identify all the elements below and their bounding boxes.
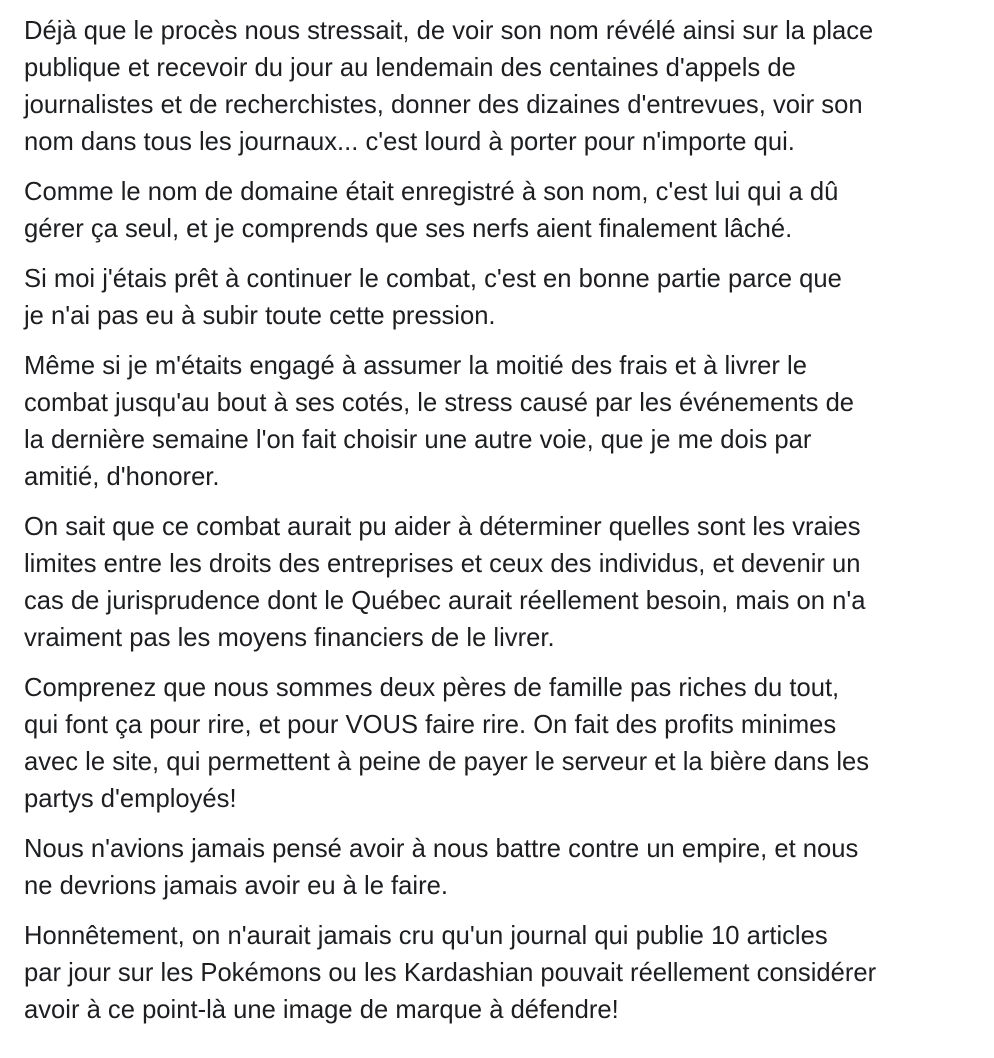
paragraph-4: [24, 348, 974, 496]
paragraph-line: Si moi j'étais prêt à continuer le combat, c'est en bonne partie parce que: [24, 265, 842, 293]
paragraph-line: limites entre les droits des entreprises et ceux des individus, et devenir un: [24, 550, 861, 578]
paragraph-1: [24, 13, 974, 161]
paragraph-line: Nous n'avions jamais pensé avoir à nous battre contre un empire, et nous: [24, 835, 859, 863]
paragraph-line: par jour sur les Pokémons ou les Kardashian pouvait réellement considérer: [24, 959, 877, 987]
paragraph-line: amitié, d'honorer.: [24, 463, 220, 491]
paragraph-5: [24, 509, 974, 657]
paragraph-line: je n'ai pas eu à subir toute cette pression.: [24, 302, 496, 330]
paragraph-line: vraiment pas les moyens financiers de le livrer.: [24, 624, 555, 652]
paragraph-line: ne devrions jamais avoir eu à le faire.: [24, 872, 448, 900]
paragraph-line: nom dans tous les journaux... c'est lourd à porter pour n'importe qui.: [24, 128, 795, 156]
paragraph-line: publique et recevoir du jour au lendemain des centaines d'appels de: [24, 54, 796, 82]
paragraph-line: Comprenez que nous sommes deux pères de famille pas riches du tout,: [24, 674, 840, 702]
paragraph-line: avec le site, qui permettent à peine de payer le serveur et la bière dans les: [24, 748, 870, 776]
paragraph-line: gérer ça seul, et je comprends que ses nerfs aient finalement lâché.: [24, 215, 793, 243]
paragraph-line: partys d'employés!: [24, 785, 237, 813]
paragraph-line: qui font ça pour rire, et pour VOUS faire rire. On fait des profits minimes: [24, 711, 837, 739]
paragraph-line: Honnêtement, on n'aurait jamais cru qu'un journal qui publie 10 articles: [24, 922, 828, 950]
paragraph-line: cas de jurisprudence dont le Québec aurait réellement besoin, mais on n'a: [24, 587, 866, 615]
paragraph-line: combat jusqu'au bout à ses cotés, le stress causé par les événements de: [24, 389, 855, 417]
paragraph-line: la dernière semaine l'on fait choisir une autre voie, que je me dois par: [24, 426, 812, 454]
paragraph-line: avoir à ce point-là une image de marque à défendre!: [24, 996, 619, 1024]
paragraph-6: [24, 670, 974, 818]
paragraph-line: Comme le nom de domaine était enregistré à son nom, c'est lui qui a dû: [24, 178, 839, 206]
paragraph-line: Déjà que le procès nous stressait, de voir son nom révélé ainsi sur la place: [24, 17, 874, 45]
paragraph-3: [24, 261, 974, 335]
paragraph-7: [24, 831, 974, 905]
paragraph-line: On sait que ce combat aurait pu aider à déterminer quelles sont les vraies: [24, 513, 861, 541]
paragraph-line: Même si je m'étaits engagé à assumer la moitié des frais et à livrer le: [24, 352, 807, 380]
paragraph-2: [24, 174, 974, 248]
paragraph-8: [24, 918, 974, 1029]
paragraph-line: journalistes et de recherchistes, donner des dizaines d'entrevues, voir son: [24, 91, 863, 119]
